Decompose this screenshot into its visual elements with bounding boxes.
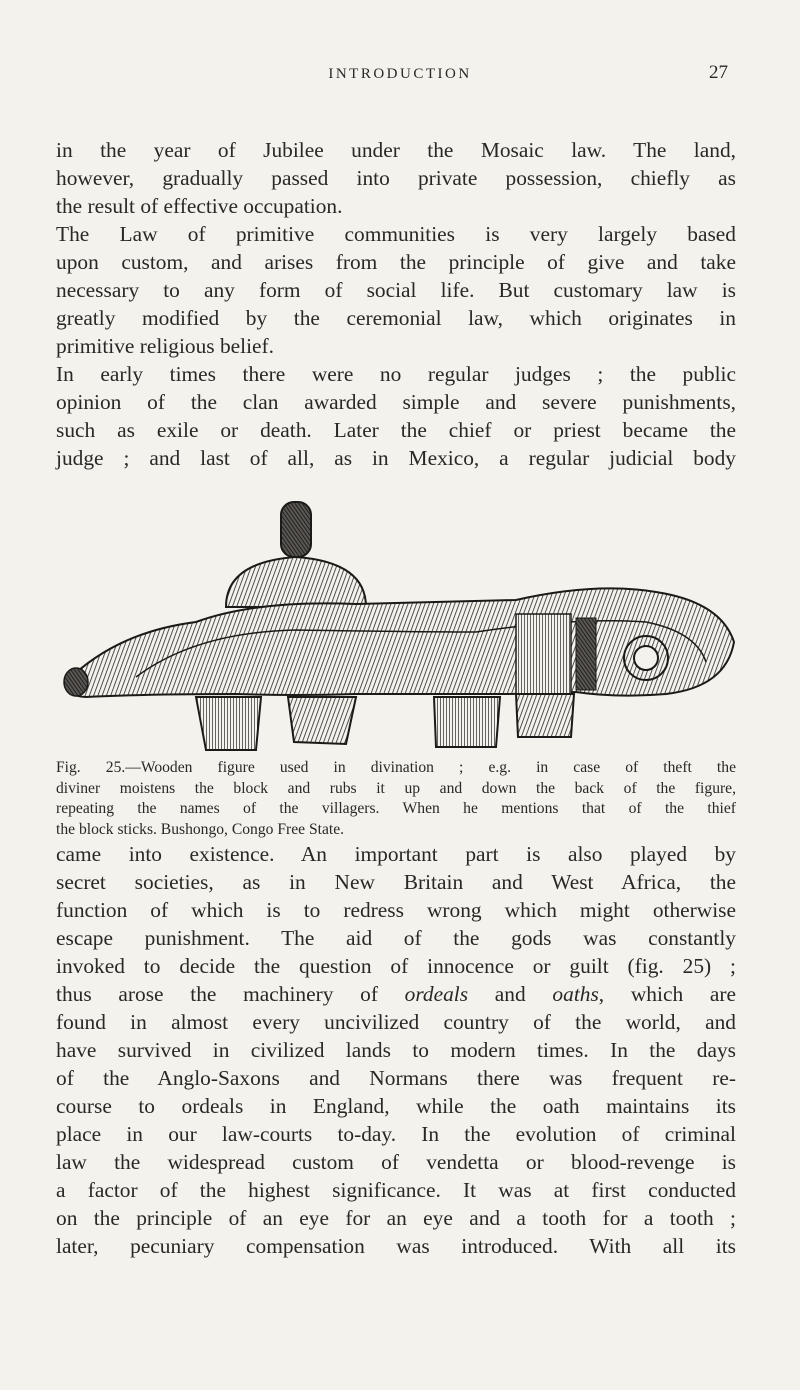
- top-paragraph: [56, 136, 736, 472]
- text-line: function of which is to redress wrong which might otherwise: [56, 898, 736, 922]
- text-line: found in almost every uncivilized country of the world, and: [56, 1010, 736, 1034]
- text-line: such as exile or death. Later the chief or priest became the: [56, 418, 736, 442]
- text-line: In early times there were no regular judges ; the public: [56, 362, 736, 386]
- text-line: The Law of primitive communities is very largely based: [56, 222, 736, 246]
- caption-line: repeating the names of the villagers. When he mentions that of the thief: [56, 800, 736, 817]
- text-line: thus arose the machinery of ordeals and oaths, which are: [56, 982, 736, 1006]
- text-line: invoked to decide the question of innocence or guilt (fig. 25) ;: [56, 954, 736, 978]
- bottom-paragraph: [56, 840, 736, 1260]
- page-number: 27: [709, 62, 728, 83]
- text-line: came into existence. An important part is also played by: [56, 842, 736, 866]
- caption-line: the block sticks. Bushongo, Congo Free State.: [56, 820, 345, 838]
- text-line: the result of effective occupation.: [56, 194, 343, 218]
- text-line: on the principle of an eye for an eye and a tooth for a tooth ;: [56, 1206, 736, 1230]
- handle-knob: [226, 502, 366, 607]
- figure-caption: [56, 758, 736, 840]
- text-line: necessary to any form of social life. But customary law is: [56, 278, 736, 302]
- text-line: course to ordeals in England, while the oath maintains its: [56, 1094, 736, 1118]
- text-line: greatly modified by the ceremonial law, which originates in: [56, 306, 736, 330]
- text-line: judge ; and last of all, as in Mexico, a regular judicial body: [56, 446, 736, 470]
- text-line: in the year of Jubilee under the Mosaic law. The land,: [56, 138, 736, 162]
- text-line: primitive religious belief.: [56, 334, 275, 358]
- text-line: however, gradually passed into private possession, chiefly as: [56, 166, 736, 190]
- text-line: of the Anglo-Saxons and Normans there was frequent re-: [56, 1066, 736, 1090]
- text-line: later, pecuniary compensation was introduced. With all its: [56, 1234, 736, 1258]
- text-line: opinion of the clan awarded simple and severe punishments,: [56, 390, 736, 414]
- text-line: law the widespread custom of vendetta or blood-revenge is: [56, 1150, 736, 1174]
- figure-legs: [196, 694, 574, 750]
- text-line: place in our law-courts to-day. In the evolution of criminal: [56, 1122, 736, 1146]
- text-line: a factor of the highest significance. It was at first conducted: [56, 1178, 736, 1202]
- text-line: secret societies, as in New Britain and West Africa, the: [56, 870, 736, 894]
- figure-body: [64, 588, 734, 697]
- wooden-divination-figure-illustration: [56, 482, 746, 752]
- text-line: escape punishment. The aid of the gods was constantly: [56, 926, 736, 950]
- text-line: upon custom, and arises from the principle of give and take: [56, 250, 736, 274]
- caption-line: Fig. 25.—Wooden figure used in divination ; e.g. in case of theft the: [56, 759, 736, 776]
- text-line: have survived in civilized lands to modern times. In the days: [56, 1038, 736, 1062]
- running-header: INTRODUCTION: [328, 66, 472, 82]
- caption-line: diviner moistens the block and rubs it up and down the back of the figure,: [56, 779, 736, 797]
